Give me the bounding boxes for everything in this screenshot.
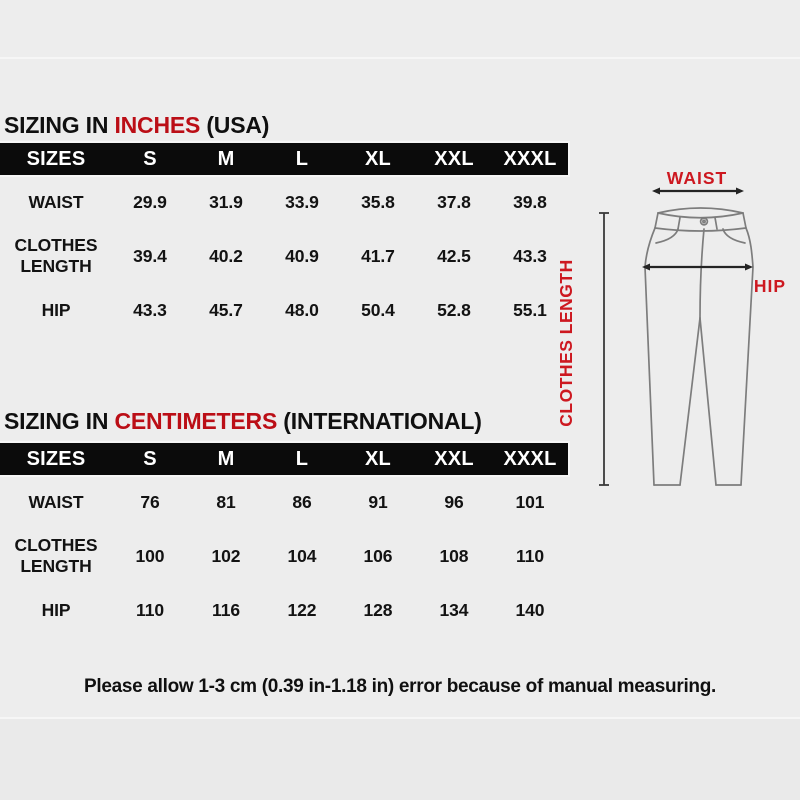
clothes-length-line	[599, 213, 609, 485]
value-cell: 52.8	[437, 299, 471, 320]
row-label: WAIST	[28, 491, 84, 512]
value-cell: 81	[216, 491, 236, 512]
pants-measurement-diagram	[555, 150, 800, 502]
value-cell: 45.7	[209, 299, 243, 320]
header-cell: XL	[365, 447, 391, 470]
header-cell: SIZES	[26, 147, 86, 170]
value-cell: 134	[439, 599, 469, 620]
value-cell: 91	[368, 491, 388, 512]
title-prefix: SIZING IN	[4, 408, 115, 434]
inches-table-body	[0, 175, 568, 337]
row-label: HIP	[41, 299, 71, 320]
value-cell: 40.2	[209, 245, 243, 266]
header-cell: L	[295, 147, 309, 170]
waist-measure-label: WAIST	[666, 168, 728, 188]
bottom-band	[0, 719, 800, 800]
row-label: CLOTHES LENGTH	[14, 535, 98, 576]
value-cell: 39.8	[513, 191, 547, 212]
pants-outline	[645, 208, 753, 485]
inches-size-table	[0, 143, 568, 337]
value-cell: 50.4	[361, 299, 395, 320]
value-cell: 39.4	[133, 245, 167, 266]
value-cell: 37.8	[437, 191, 471, 212]
value-cell: 43.3	[133, 299, 167, 320]
inches-table-title	[4, 112, 269, 139]
header-cell: M	[217, 147, 235, 170]
centimeters-size-table	[0, 443, 568, 637]
value-cell: 116	[212, 599, 240, 620]
value-cell: 42.5	[437, 245, 471, 266]
value-cell: 100	[135, 545, 165, 566]
measuring-error-note: Please allow 1-3 cm (0.39 in-1.18 in) error because of manual measuring.	[83, 676, 717, 697]
header-cell: XXL	[434, 147, 474, 170]
value-cell: 102	[211, 545, 241, 566]
header-cell: L	[295, 447, 309, 470]
value-cell: 140	[515, 599, 545, 620]
centimeters-table-body	[0, 475, 568, 637]
value-cell: 110	[516, 545, 544, 566]
value-cell: 76	[140, 491, 160, 512]
value-cell: 55.1	[513, 299, 547, 320]
value-cell: 35.8	[361, 191, 395, 212]
value-cell: 33.9	[285, 191, 319, 212]
title-unit: INCHES	[114, 112, 201, 138]
hip-arrow	[642, 264, 753, 271]
value-cell: 108	[439, 545, 469, 566]
value-cell: 106	[363, 545, 393, 566]
value-cell: 96	[444, 491, 464, 512]
value-cell: 43.3	[513, 245, 547, 266]
value-cell: 86	[292, 491, 312, 512]
value-cell: 29.9	[133, 191, 167, 212]
clothes-length-measure-label: CLOTHES LENGTH	[556, 259, 576, 427]
row-label: CLOTHES LENGTH	[14, 235, 98, 276]
row-label: HIP	[41, 599, 71, 620]
centimeters-table-title	[4, 408, 482, 435]
value-cell: 110	[136, 599, 164, 620]
inches-table-header-row	[0, 143, 568, 175]
hip-measure-label: HIP	[753, 276, 787, 296]
value-cell: 104	[287, 545, 317, 566]
header-cell: S	[143, 447, 157, 470]
header-cell: M	[217, 447, 235, 470]
title-prefix: SIZING IN	[4, 112, 115, 138]
waist-arrow	[652, 188, 744, 195]
value-cell: 41.7	[361, 245, 395, 266]
header-cell: SIZES	[26, 447, 86, 470]
title-suffix: (INTERNATIONAL)	[277, 408, 482, 434]
image-seam-top	[0, 57, 800, 59]
header-cell: S	[143, 147, 157, 170]
centimeters-table-header-row	[0, 443, 568, 475]
value-cell: 101	[515, 491, 545, 512]
header-cell: XXL	[434, 447, 474, 470]
image-seam-bottom	[0, 717, 800, 719]
row-label: WAIST	[28, 191, 84, 212]
value-cell: 122	[287, 599, 317, 620]
value-cell: 48.0	[285, 299, 319, 320]
header-cell: XXXL	[503, 447, 557, 470]
value-cell: 40.9	[285, 245, 319, 266]
value-cell: 31.9	[209, 191, 243, 212]
title-unit: CENTIMETERS	[114, 408, 278, 434]
value-cell: 128	[363, 599, 393, 620]
title-suffix: (USA)	[200, 112, 270, 138]
header-cell: XL	[365, 147, 391, 170]
header-cell: XXXL	[503, 147, 557, 170]
